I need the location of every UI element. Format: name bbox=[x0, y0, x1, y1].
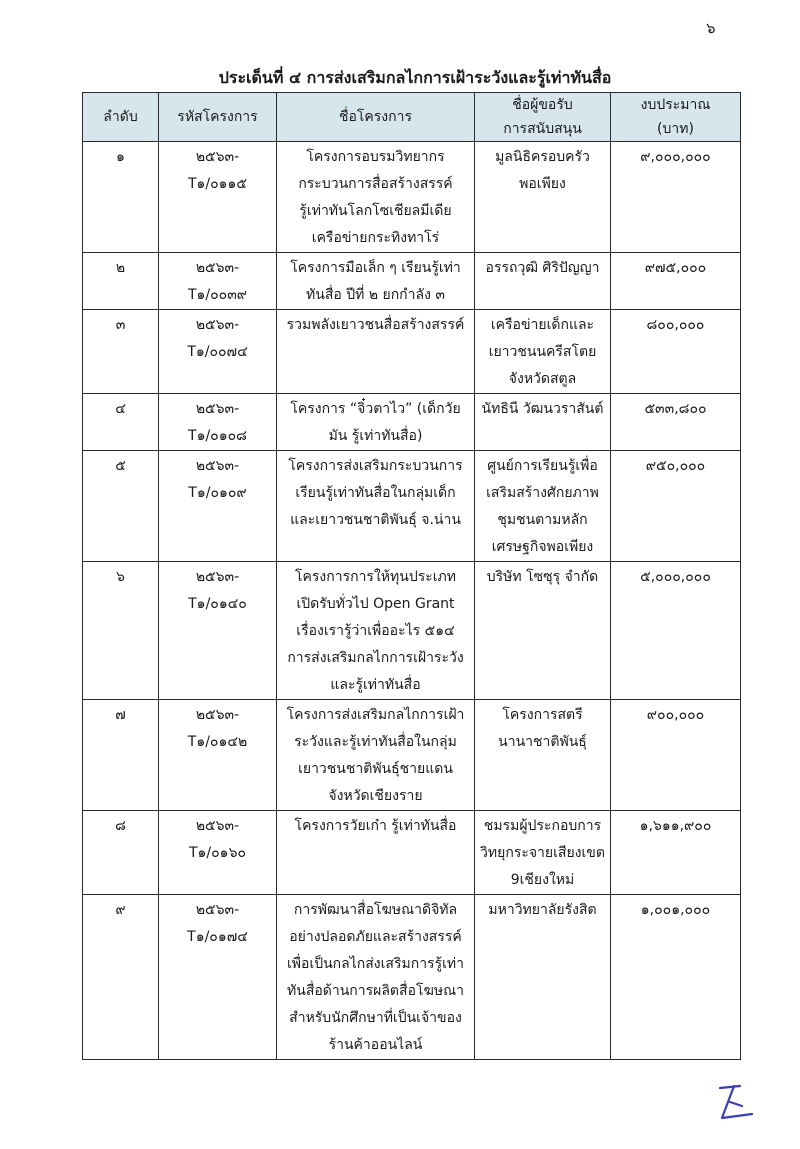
cell-code bbox=[159, 253, 277, 310]
table-row bbox=[83, 811, 741, 895]
table-row bbox=[83, 310, 741, 394]
project-name-line: โครงการวัยเก๋า รู้เท่าทันสื่อ bbox=[294, 818, 457, 834]
header-budget bbox=[611, 93, 741, 142]
cell-budget: ๕,๐๐๐,๐๐๐ bbox=[611, 562, 741, 700]
code-line: ๒๕๖๓- bbox=[195, 818, 240, 834]
header-code: รหัสโครงการ bbox=[159, 93, 277, 142]
table-row bbox=[83, 562, 741, 700]
page-number: ๖ bbox=[706, 19, 716, 37]
header-sponsor-line: การสนับสนุน bbox=[503, 121, 582, 137]
project-name-line: จังหวัดเชียงราย bbox=[328, 788, 423, 804]
project-name-line: รู้เท่าทันโลกโซเชียลมีเดีย bbox=[299, 203, 452, 219]
header-seq: ลำดับ bbox=[83, 93, 159, 142]
table-header-row bbox=[83, 93, 741, 142]
project-name-line: มัน รู้เท่าทันสื่อ) bbox=[328, 428, 423, 444]
code-line: T๑/๐๑๐๘ bbox=[188, 428, 247, 444]
code-line: T๑/๐๐๓๙ bbox=[187, 287, 248, 303]
cell-code bbox=[159, 562, 277, 700]
cell-project-name bbox=[277, 895, 475, 1060]
code-line: ๒๕๖๓- bbox=[195, 902, 240, 918]
projects-table bbox=[82, 92, 741, 1060]
cell-seq: ๕ bbox=[83, 451, 159, 562]
cell-budget: ๘๐๐,๐๐๐ bbox=[611, 310, 741, 394]
cell-sponsor bbox=[475, 562, 611, 700]
code-line: T๑/๐๑๐๙ bbox=[188, 485, 247, 501]
cell-seq: ๔ bbox=[83, 394, 159, 451]
project-name-line: โครงการส่งเสริมกระบวนการ bbox=[288, 458, 463, 474]
cell-seq: ๓ bbox=[83, 310, 159, 394]
project-name-line: เยาวชนชาติพันธุ์ชายแดน bbox=[298, 761, 453, 777]
cell-budget: ๙๗๕,๐๐๐ bbox=[611, 253, 741, 310]
cell-seq: ๑ bbox=[83, 142, 159, 253]
cell-sponsor bbox=[475, 310, 611, 394]
project-name-line: โครงการอบรมวิทยากร bbox=[306, 149, 445, 165]
code-line: T๑/๐๑๖๐ bbox=[188, 845, 247, 861]
project-name-line: เพื่อเป็นกลไกส่งเสริมการรู้เท่า bbox=[287, 956, 464, 972]
project-name-line: ร้านค้าออนไลน์ bbox=[328, 1037, 423, 1053]
sponsor-line: ชุมชนตามหลัก bbox=[497, 512, 588, 528]
project-name-line: กระบวนการสื่อสร้างสรรค์ bbox=[298, 176, 453, 192]
cell-sponsor bbox=[475, 451, 611, 562]
sponsor-line: เศรษฐกิจพอเพียง bbox=[491, 539, 594, 555]
project-name-line: ทันสื่อด้านการผลิตสื่อโฆษณา bbox=[287, 983, 464, 999]
sponsor-line: เครือข่ายเด็กและ bbox=[490, 317, 595, 333]
code-line: ๒๕๖๓- bbox=[195, 401, 240, 417]
cell-project-name bbox=[277, 562, 475, 700]
cell-project-name bbox=[277, 310, 475, 394]
sponsor-line: บริษัท โซซุรุ จำกัด bbox=[486, 569, 599, 585]
cell-code bbox=[159, 394, 277, 451]
project-name-line: เปิดรับทั่วไป Open Grant bbox=[296, 596, 455, 612]
project-name-line: เรื่องเรารู้ว่าเพื่ออะไร ๕๑๔ bbox=[296, 623, 455, 639]
cell-project-name bbox=[277, 700, 475, 811]
cell-project-name bbox=[277, 142, 475, 253]
sponsor-line: นัทธินี วัฒนวราสันต์ bbox=[481, 401, 604, 417]
cell-seq: ๗ bbox=[83, 700, 159, 811]
sponsor-line: 9เชียงใหม่ bbox=[510, 872, 575, 888]
project-name-line: และเยาวชนชาติพันธุ์ จ.น่าน bbox=[290, 512, 461, 528]
cell-code bbox=[159, 895, 277, 1060]
table-row bbox=[83, 253, 741, 310]
sponsor-line: อรรถวุฒิ ศิริปัญญา bbox=[485, 260, 600, 276]
code-line: T๑/๐๑๔๐ bbox=[188, 596, 247, 612]
header-sponsor bbox=[475, 93, 611, 142]
code-line: ๒๕๖๓- bbox=[195, 707, 240, 723]
code-line: ๒๕๖๓- bbox=[195, 458, 240, 474]
code-line: ๒๕๖๓- bbox=[195, 569, 240, 585]
code-line: ๒๕๖๓- bbox=[195, 317, 240, 333]
project-name-line: รวมพลังเยาวชนสื่อสร้างสรรค์ bbox=[286, 317, 465, 333]
cell-code bbox=[159, 310, 277, 394]
code-line: T๑/๐๑๔๒ bbox=[187, 734, 248, 750]
cell-budget: ๑,๖๑๑,๙๐๐ bbox=[611, 811, 741, 895]
table-row bbox=[83, 451, 741, 562]
cell-project-name bbox=[277, 253, 475, 310]
cell-code bbox=[159, 700, 277, 811]
project-name-line: อย่างปลอดภัยและสร้างสรรค์ bbox=[289, 929, 462, 945]
table-row bbox=[83, 394, 741, 451]
cell-budget: ๕๓๓,๘๐๐ bbox=[611, 394, 741, 451]
cell-seq: ๒ bbox=[83, 253, 159, 310]
sponsor-line: เยาวชนนครีสโตย bbox=[488, 344, 597, 360]
sponsor-line: เสริมสร้างศักยภาพ bbox=[486, 485, 599, 501]
cell-code bbox=[159, 142, 277, 253]
sponsor-line: มหาวิทยาลัยรังสิต bbox=[488, 902, 597, 918]
sponsor-line: มูลนิธิครอบครัว bbox=[495, 149, 590, 165]
cell-seq: ๖ bbox=[83, 562, 159, 700]
cell-sponsor bbox=[475, 700, 611, 811]
code-line: T๑/๐๐๗๔ bbox=[187, 344, 248, 360]
section-title: ประเด็นที่ ๔ การส่งเสริมกลไกการเฝ้าระวังและรู้เท่าทันสื่อ bbox=[218, 68, 612, 87]
sponsor-line: โครงการสตรี bbox=[502, 707, 583, 723]
sponsor-line: นานาชาติพันธุ์ bbox=[498, 734, 587, 750]
table-row bbox=[83, 700, 741, 811]
code-line: T๑/๐๑๑๕ bbox=[187, 176, 248, 192]
sponsor-line: พอเพียง bbox=[519, 176, 566, 192]
project-name-line: การส่งเสริมกลไกการเฝ้าระวัง bbox=[287, 650, 464, 666]
table-row bbox=[83, 895, 741, 1060]
cell-seq: ๘ bbox=[83, 811, 159, 895]
cell-sponsor bbox=[475, 394, 611, 451]
cell-project-name bbox=[277, 394, 475, 451]
header-sponsor-line: ชื่อผู้ขอรับ bbox=[512, 97, 573, 113]
cell-seq: ๙ bbox=[83, 895, 159, 1060]
code-line: T๑/๐๑๗๔ bbox=[187, 929, 248, 945]
cell-sponsor bbox=[475, 253, 611, 310]
header-budget-line: งบประมาณ bbox=[640, 97, 711, 113]
cell-sponsor bbox=[475, 142, 611, 253]
project-name-line: โครงการ “จิ๋วตาไว” (เด็กวัย bbox=[290, 401, 461, 417]
cell-sponsor bbox=[475, 895, 611, 1060]
project-name-line: เครือข่ายกระทิงทาโร่ bbox=[311, 230, 440, 246]
sponsor-line: ชมรมผู้ประกอบการ bbox=[483, 818, 602, 834]
project-name-line: โครงการมือเล็ก ๆ เรียนรู้เท่า bbox=[290, 260, 461, 276]
project-name-line: ระวังและรู้เท่าทันสื่อในกลุ่ม bbox=[294, 734, 457, 750]
project-name-line: โครงการส่งเสริมกลไกการเฝ้า bbox=[286, 707, 465, 723]
code-line: ๒๕๖๓- bbox=[195, 260, 240, 276]
sponsor-line: ศูนย์การเรียนรู้เพื่อ bbox=[487, 458, 598, 474]
code-line: ๒๕๖๓- bbox=[195, 149, 240, 165]
header-name: ชื่อโครงการ bbox=[277, 93, 475, 142]
project-name-line: เรียนรู้เท่าทันสื่อในกลุ่มเด็ก bbox=[295, 485, 456, 501]
cell-budget: ๙๕๐,๐๐๐ bbox=[611, 451, 741, 562]
project-name-line: และรู้เท่าทันสื่อ bbox=[330, 677, 421, 693]
cell-project-name bbox=[277, 811, 475, 895]
project-name-line: โครงการการให้ทุนประเภท bbox=[295, 569, 456, 585]
header-budget-line: (บาท) bbox=[657, 121, 694, 137]
cell-budget: ๙,๐๐๐,๐๐๐ bbox=[611, 142, 741, 253]
project-name-line: ทันสื่อ ปีที่ ๒ ยกกำลัง ๓ bbox=[306, 287, 445, 303]
signature-mark bbox=[712, 1080, 762, 1124]
cell-project-name bbox=[277, 451, 475, 562]
cell-budget: ๙๐๐,๐๐๐ bbox=[611, 700, 741, 811]
sponsor-line: จังหวัดสตูล bbox=[508, 371, 577, 387]
cell-sponsor bbox=[475, 811, 611, 895]
cell-code bbox=[159, 451, 277, 562]
project-name-line: การพัฒนาสื่อโฆษณาดิจิทัล bbox=[293, 902, 458, 918]
cell-code bbox=[159, 811, 277, 895]
project-name-line: สำหรับนักศึกษาที่เป็นเจ้าของ bbox=[289, 1010, 462, 1026]
cell-budget: ๑,๐๐๑,๐๐๐ bbox=[611, 895, 741, 1060]
sponsor-line: วิทยุกระจายเสียงเขต bbox=[480, 845, 605, 861]
table-body bbox=[83, 142, 741, 1060]
table-row bbox=[83, 142, 741, 253]
